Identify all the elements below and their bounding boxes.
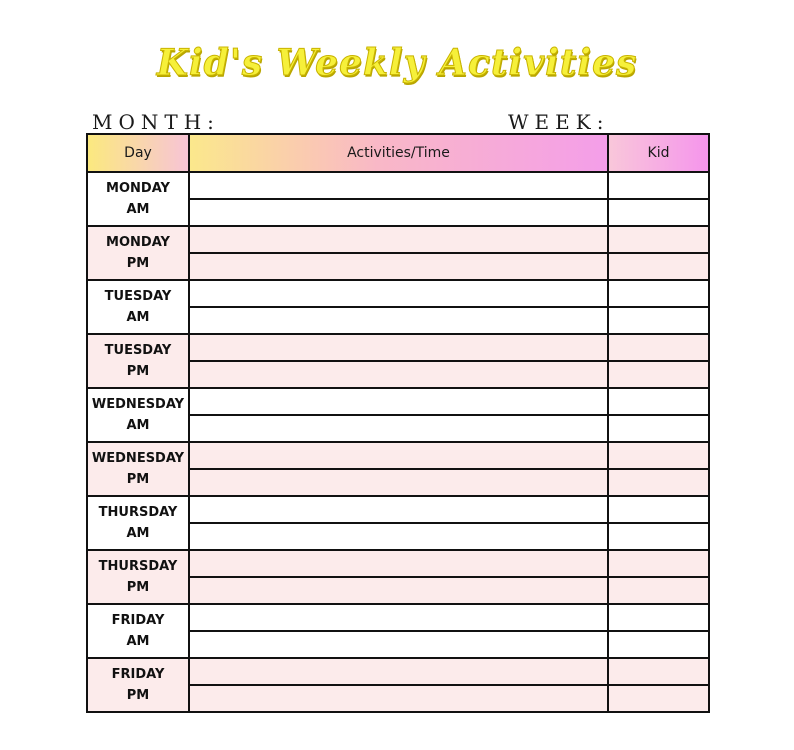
day-cell [87, 388, 189, 442]
day-period: AM [126, 634, 150, 649]
kid-cell[interactable] [608, 577, 709, 604]
table-row [87, 280, 709, 307]
day-name: THURSDAY [98, 559, 178, 574]
day-name: FRIDAY [111, 667, 165, 682]
table-row [87, 334, 709, 361]
kid-cell[interactable] [608, 685, 709, 712]
kid-cell[interactable] [608, 253, 709, 280]
activity-cell[interactable] [189, 469, 608, 496]
activity-cell[interactable] [189, 280, 608, 307]
page-title: Kid's Weekly Activities [156, 42, 638, 84]
activity-cell[interactable] [189, 685, 608, 712]
activity-cell[interactable] [189, 361, 608, 388]
activity-cell[interactable] [189, 199, 608, 226]
activity-cell[interactable] [189, 415, 608, 442]
kid-cell[interactable] [608, 442, 709, 469]
day-period: PM [126, 364, 150, 379]
activity-cell[interactable] [189, 388, 608, 415]
activity-cell[interactable] [189, 442, 608, 469]
day-name: THURSDAY [98, 505, 178, 520]
table-row [87, 550, 709, 577]
table-row [87, 658, 709, 685]
day-name: TUESDAY [104, 289, 172, 304]
kid-cell[interactable] [608, 415, 709, 442]
kid-cell[interactable] [608, 199, 709, 226]
activity-cell[interactable] [189, 604, 608, 631]
kid-cell[interactable] [608, 388, 709, 415]
day-period: AM [126, 418, 150, 433]
day-cell [87, 226, 189, 280]
kid-cell[interactable] [608, 280, 709, 307]
day-cell [87, 172, 189, 226]
activity-cell[interactable] [189, 631, 608, 658]
day-cell [87, 280, 189, 334]
header-day: Day [87, 134, 189, 172]
kid-cell[interactable] [608, 604, 709, 631]
kid-cell[interactable] [608, 307, 709, 334]
day-period: AM [126, 310, 150, 325]
kid-cell[interactable] [608, 658, 709, 685]
day-period: PM [126, 688, 150, 703]
kid-cell[interactable] [608, 469, 709, 496]
day-name: MONDAY [106, 181, 170, 196]
kid-cell[interactable] [608, 172, 709, 199]
day-cell [87, 550, 189, 604]
day-name: WEDNESDAY [91, 451, 185, 466]
day-name: FRIDAY [111, 613, 165, 628]
week-label: WEEK: [508, 110, 610, 134]
kid-cell[interactable] [608, 496, 709, 523]
activity-cell[interactable] [189, 496, 608, 523]
header-kid: Kid [608, 134, 709, 172]
activity-cell[interactable] [189, 550, 608, 577]
day-cell [87, 496, 189, 550]
day-period: AM [126, 202, 150, 217]
table-row [87, 604, 709, 631]
activity-cell[interactable] [189, 172, 608, 199]
kid-cell[interactable] [608, 631, 709, 658]
day-name: TUESDAY [104, 343, 172, 358]
day-period: PM [126, 256, 150, 271]
day-period: PM [126, 580, 150, 595]
table-row [87, 226, 709, 253]
activity-cell[interactable] [189, 577, 608, 604]
kid-cell[interactable] [608, 361, 709, 388]
day-period: PM [126, 472, 150, 487]
activity-cell[interactable] [189, 226, 608, 253]
day-name: WEDNESDAY [91, 397, 185, 412]
kid-cell[interactable] [608, 523, 709, 550]
table-row [87, 388, 709, 415]
activity-cell[interactable] [189, 523, 608, 550]
day-cell [87, 604, 189, 658]
table-row [87, 172, 709, 199]
activities-table [86, 133, 710, 713]
activity-cell[interactable] [189, 253, 608, 280]
day-cell [87, 334, 189, 388]
kid-cell[interactable] [608, 334, 709, 361]
table-row [87, 496, 709, 523]
activity-cell[interactable] [189, 658, 608, 685]
header-activities: Activities/Time [189, 134, 608, 172]
kid-cell[interactable] [608, 226, 709, 253]
day-cell [87, 658, 189, 712]
activity-cell[interactable] [189, 334, 608, 361]
table-header-row [87, 134, 709, 172]
month-label: MONTH: [92, 110, 220, 134]
day-name: MONDAY [106, 235, 170, 250]
day-period: AM [126, 526, 150, 541]
kid-cell[interactable] [608, 550, 709, 577]
table-row [87, 442, 709, 469]
activity-cell[interactable] [189, 307, 608, 334]
day-cell [87, 442, 189, 496]
